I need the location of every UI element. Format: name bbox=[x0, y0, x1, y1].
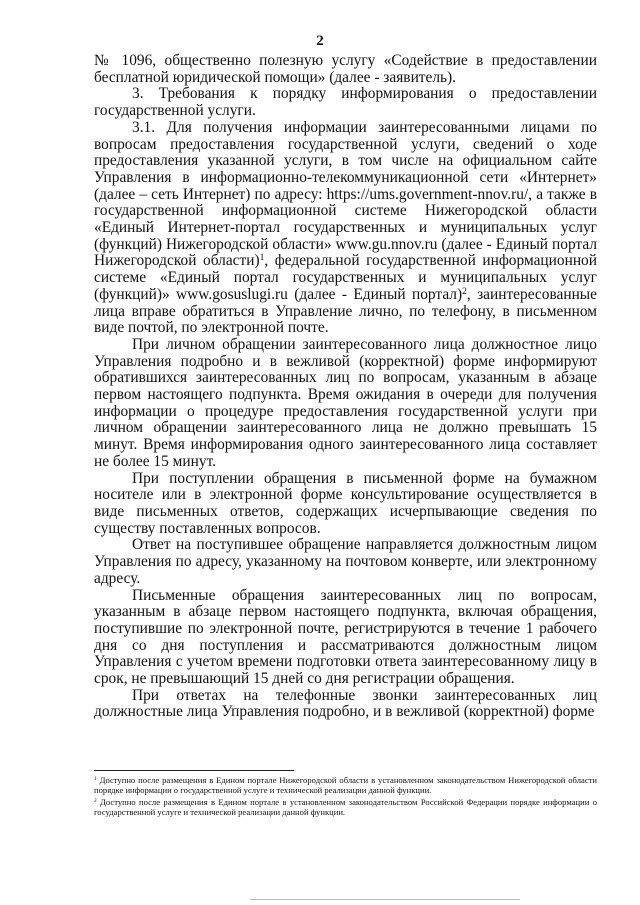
paragraph-continuation: № 1096, общественно полезную услугу «Содействие в предоставлении бесплатной юридической помощи» (далее - заявитель). bbox=[94, 52, 597, 86]
footnote-ref-2: 2 bbox=[462, 285, 467, 297]
footnote-2 bbox=[94, 797, 597, 818]
footnotes bbox=[94, 775, 597, 818]
paragraph-registration: Письменные обращения заинтересованных лиц по вопросам, указанным в абзаце первом настоящего подпункта, включая обращения, поступившие по электронной почте, регистрируются в течение 1 рабочего дня со дня поступления и рассматриваются должностным лицом Управления с учетом времени подготовки ответа заинтересованному лицу в срок, не превышающий 15 дней со дня регистрации обращения. bbox=[94, 586, 597, 688]
footnote-text-2: Доступно после размещения в Едином портале в установленном законодательством Российской Федерации порядке информации о государственной услуге и технической реализации данной функции. bbox=[94, 796, 597, 817]
paragraph-reply-address: Ответ на поступившее обращение направляется должностным лицом Управления по адресу, указанному на почтовом конверте, или электронному адресу. bbox=[94, 536, 597, 587]
paragraph-personal-visit: При личном обращении заинтересованного лица должностное лицо Управления подробно и в вежливой (корректной) форме информируют обратившихся заинтересованных лиц по вопросам, указанным в абзаце первом настоящего подпункта. Время ожидания в очереди для получения информации о процедуре предоставления государственной услуги при личном обращении заинтересованного лица не должно превышать 15 минут. Время информирования одного заинтересованного лица составляет не более 15 минут. bbox=[94, 335, 597, 470]
footnote-mark-2: 2 bbox=[94, 797, 97, 804]
footnote-mark-1: 1 bbox=[94, 776, 97, 783]
footnote-text-1: Доступно после размещения в Едином портале Нижегородской области в установленном законодательством Нижегородской области порядке информации о государственной услуге и технической реализации данной функции. bbox=[94, 775, 597, 796]
footnote-1 bbox=[94, 775, 597, 796]
paragraph-phone-calls: При ответах на телефонные звонки заинтересованных лиц должностные лица Управления подробно, и в вежливой (корректной) форме bbox=[94, 686, 597, 721]
paragraph-written-request: При поступлении обращения в письменной форме на бумажном носителе или в электронной форме консультирование осуществляется в виде письменных ответов, содержащих исчерпывающие сведения по существу поставленных вопросов. bbox=[94, 469, 597, 537]
paragraph-requirements-heading: 3. Требования к порядку информирования о предоставлении государственной услуги. bbox=[94, 85, 597, 120]
page-number: 2 bbox=[316, 33, 324, 49]
paragraph-3-1: 3.1. Для получения информации заинтересованными лицами по вопросам предоставления государственной услуги, сведений о ходе предоставления указанной услуги, в том числе на официальном сайте Управления в информационно-телекоммуникационной сети «Интернет» (далее – сеть Интернет) по адресу: https://ums.government-nnov.ru/, а также в государственной информационной системе Нижегородской области «Единый Интернет-портал государственных и муниципальных услуг (функций) Нижегородской области» www.gu.nnov.ru (далее - Единый портал Нижегородской области)$^1$, федеральной государственной информационной системе «Единый портал государственных и муниципальных услуг (функций)» www.gosuslugi.ru (далее - Единый портал)$^2$, заинтересованные лица вправе обратиться в Управление лично, по телефону, в письменном виде почтой, по электронной почте. bbox=[94, 118, 597, 337]
footnote-separator bbox=[94, 770, 294, 771]
body-text bbox=[94, 53, 597, 721]
footnote-ref-1: 1 bbox=[259, 252, 265, 264]
scan-edge-line bbox=[250, 899, 520, 900]
